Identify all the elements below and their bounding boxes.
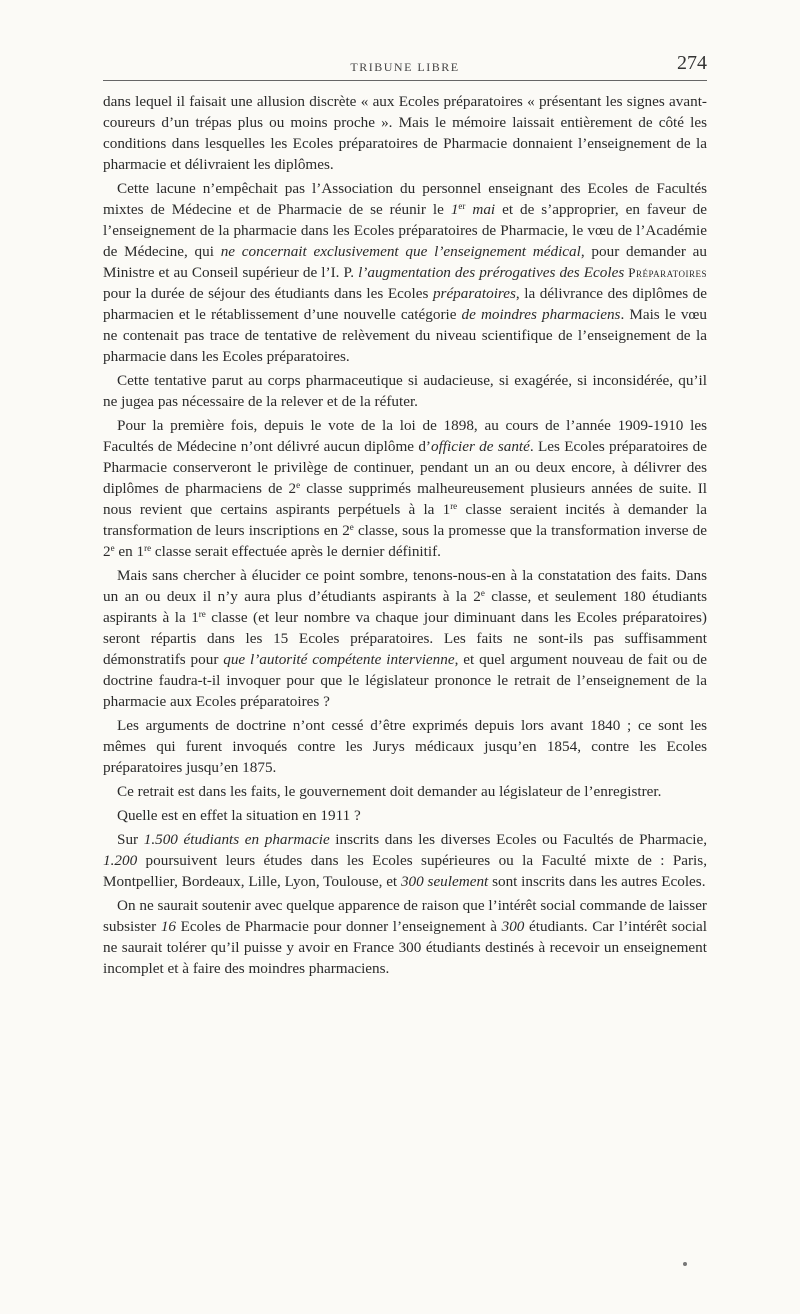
text-run: Sur bbox=[117, 831, 144, 848]
superscript: re bbox=[144, 543, 152, 553]
italic-text: de moindres pharmaciens bbox=[461, 306, 621, 323]
italic-text: 300 bbox=[501, 918, 525, 935]
book-page bbox=[103, 50, 707, 979]
text-run: classe, et seulement 180 étudiants aspirants à la 1 bbox=[103, 588, 707, 626]
text-run: pour la durée de séjour des étudiants dans les Ecoles bbox=[103, 285, 433, 302]
text-run: dans lequel il faisait une allusion discrète « aux Ecoles préparatoires « présentant les signes avant-coureurs d’un trépas plus ou moins proche ». Mais le mémoire laissait entièrement de côté les conditions dans lesquelles les Ecoles préparatoires de Pharmacie donnaient l’enseignement de la pharmacie et délivraient les diplômes. bbox=[103, 93, 707, 173]
italic-text: 1.200 bbox=[103, 852, 138, 869]
superscript: er bbox=[458, 201, 466, 211]
italic-text: officier de santé bbox=[430, 438, 530, 455]
text-run: classe (et leur nombre va chaque jour diminuant dans les Ecoles préparatoires) seront répartis dans les 15 Ecoles préparatoires. Les faits ne sont-ils pas suffisamment démonstratifs pour bbox=[103, 609, 707, 668]
text-run: inscrits dans les diverses Ecoles ou Facultés de Pharmacie, bbox=[329, 831, 707, 848]
paragraph-10 bbox=[103, 895, 707, 979]
text-run: , pour demander au Ministre et au Conseil supérieur de l’I. P. bbox=[103, 243, 707, 281]
text-run: sont inscrits dans les autres Ecoles. bbox=[488, 873, 706, 890]
paragraph-8 bbox=[103, 805, 707, 826]
text-run: Ecoles de Pharmacie pour donner l’enseignement à bbox=[176, 918, 502, 935]
italic-text: l’augmentation des prérogatives des Ecoles bbox=[358, 264, 625, 281]
text-run: . Mais le vœu ne contenait pas trace de tentative de relèvement du niveau scientifique de l’enseignement de la pharmacie dans les Ecoles préparatoires. bbox=[103, 306, 707, 365]
superscript: e bbox=[349, 522, 354, 532]
text-run: , et quel argument nouveau de fait ou de doctrine faudra-t-il invoquer pour que le législateur prononce le retrait de l’enseignement de la pharmacie aux Ecoles préparatoires ? bbox=[103, 651, 708, 710]
italic-text: que l’autorité compétente intervienne bbox=[223, 651, 455, 668]
running-header bbox=[103, 50, 707, 81]
text-run: On ne saurait soutenir avec quelque apparence de raison que l’intérêt social commande de laisser subsister bbox=[103, 897, 707, 935]
superscript: re bbox=[198, 609, 206, 619]
text-run: étudiants. Car l’intérêt social ne saurait tolérer qu’il puisse y avoir en France 300 étudiants destinés à recevoir un enseignement incomplet et à faire des moindres pharmaciens. bbox=[103, 918, 707, 977]
paragraph-4 bbox=[103, 415, 707, 562]
superscript: e bbox=[110, 543, 115, 553]
text-run: poursuivent leurs études dans les Ecoles supérieures ou la Faculté mixte de : Paris, Montpellier, Bordeaux, Lille, Lyon, Toulouse, et bbox=[103, 852, 707, 890]
text-run: , la délivrance des diplômes de pharmacien et le rétablissement d’une nouvelle catégorie bbox=[103, 285, 708, 323]
text-run: . Les Ecoles préparatoires de Pharmacie conserveront le privilège de continuer, pendant un an ou deux encore, à délivrer des diplômes de pharmaciens de 2 bbox=[103, 438, 707, 497]
superscript: e bbox=[480, 588, 485, 598]
text-run: classe serait effectuée après le dernier définitif. bbox=[151, 543, 441, 560]
text-run: Cette tentative parut au corps pharmaceutique si audacieuse, si exagérée, si inconsidérée, qu’il ne jugea pas nécessaire de la relever et de la réfuter. bbox=[103, 372, 707, 410]
text-run: classe seraient incités à demander la transformation de leurs inscriptions en 2 bbox=[103, 501, 708, 539]
superscript: e bbox=[296, 480, 301, 490]
text-run: Quelle est en effet la situation en 1911 ? bbox=[117, 807, 361, 824]
article-body bbox=[103, 91, 707, 979]
italic-text: 300 seulement bbox=[400, 873, 489, 890]
paragraph-9 bbox=[103, 829, 707, 892]
paper-speck bbox=[683, 1262, 687, 1266]
paragraph-6 bbox=[103, 715, 707, 778]
paragraph-5 bbox=[103, 565, 707, 712]
paragraph-7 bbox=[103, 781, 707, 802]
text-run: en 1 bbox=[114, 543, 145, 560]
text-run: mai bbox=[465, 201, 496, 218]
text-run: Les arguments de doctrine n’ont cessé d’être exprimés depuis lors avant 1840 ; ce sont les mêmes qui furent invoqués contre les Jurys médicaux jusqu’en 1854, contre les Ecoles préparatoires jusqu’en 1875. bbox=[103, 717, 707, 776]
superscript: re bbox=[450, 501, 458, 511]
italic-text: 1.500 étudiants en pharmacie bbox=[143, 831, 330, 848]
small-caps-text: Préparatoires bbox=[624, 265, 708, 280]
italic-text: 16 bbox=[160, 918, 176, 935]
text-run: 1 bbox=[450, 201, 459, 218]
page-number: 274 bbox=[677, 52, 707, 74]
text-run: classe supprimés malheureusement plusieurs années de suite. Il nous revient que certains aspirants perpétuels à la 1 bbox=[103, 480, 707, 518]
text-run: Mais sans chercher à élucider ce point sombre, tenons-nous-en à la constatation des faits. Dans un an ou deux il n’y aura plus d’étudiants aspirants à la 2 bbox=[103, 567, 707, 605]
paragraph-1 bbox=[103, 91, 707, 175]
italic-text: ne concernait exclusivement que l’enseignement médical bbox=[220, 243, 581, 260]
text-run: Cette lacune n’empêchait pas l’Association du personnel enseignant des Ecoles de Facultés mixtes de Médecine et de Pharmacie de se réunir le bbox=[103, 180, 707, 218]
running-title: TRIBUNE LIBRE bbox=[350, 60, 460, 74]
text-run: Pour la première fois, depuis le vote de la loi de 1898, au cours de l’année 1909-1910 les Facultés de Médecine n’ont délivré aucun diplôme d’ bbox=[103, 417, 707, 455]
italic-text: préparatoires bbox=[432, 285, 516, 302]
paragraph-3 bbox=[103, 370, 707, 412]
text-run: et de s’approprier, en faveur de l’enseignement de la pharmacie dans les Ecoles préparatoires de Pharmacie, le vœu de l’Académie de Médecine, qui bbox=[103, 201, 707, 260]
text-run: classe, sous la promesse que la transformation inverse de 2 bbox=[103, 522, 707, 560]
text-run: Ce retrait est dans les faits, le gouvernement doit demander au législateur de l’enregistrer. bbox=[117, 783, 662, 800]
paragraph-2 bbox=[103, 178, 707, 367]
